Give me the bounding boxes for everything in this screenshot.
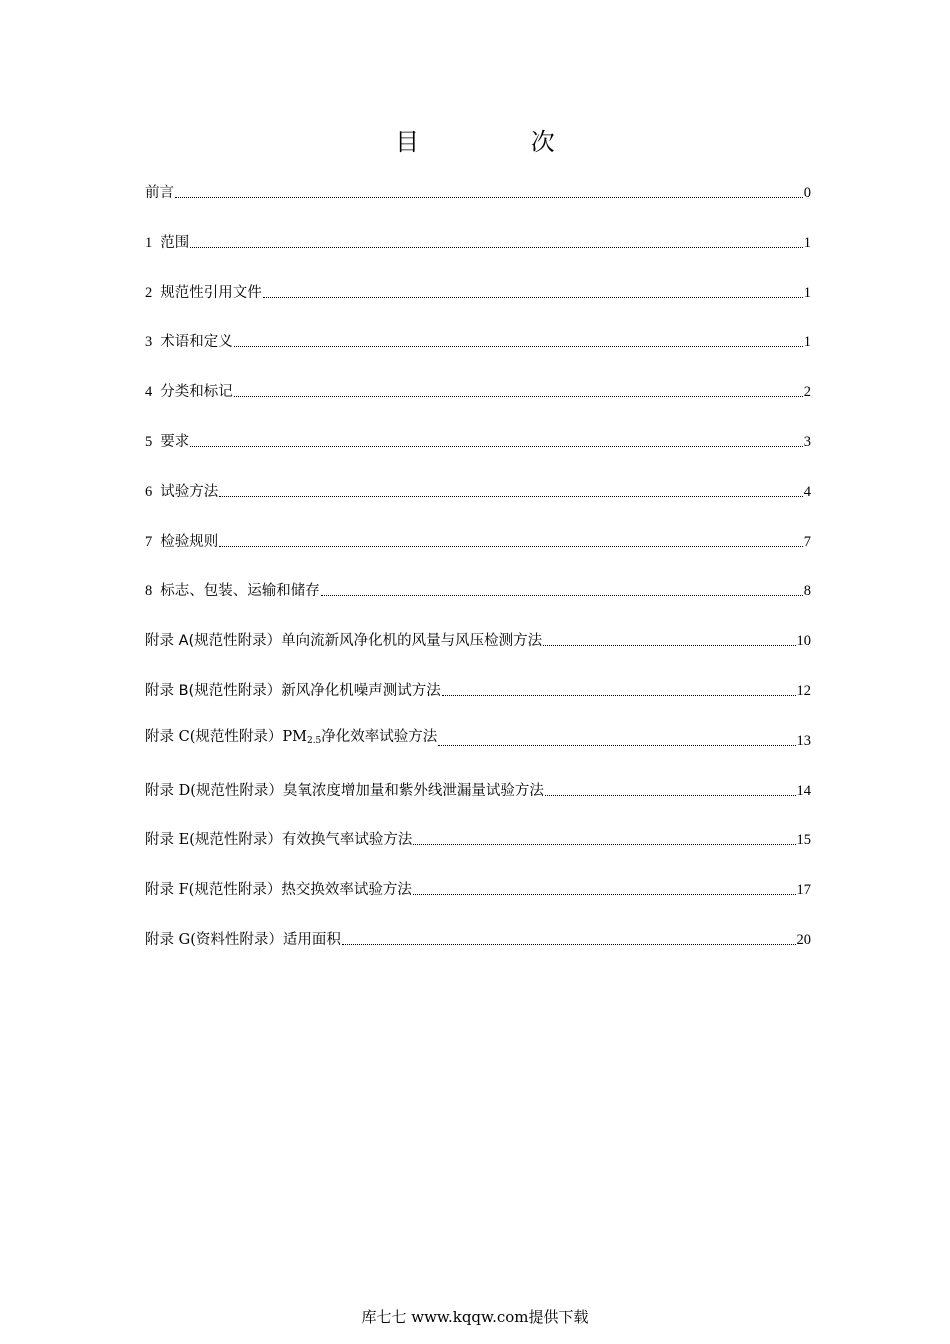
- toc-entry-text-tail: 净化效率试验方法: [321, 728, 438, 745]
- toc-entry-page-number: 15: [796, 832, 811, 849]
- toc-entry-label: [145, 183, 174, 203]
- toc-entry-number: 8: [145, 583, 153, 600]
- toc-entry-number: 3: [145, 334, 153, 351]
- dot-leader: [543, 645, 795, 646]
- toc-entry-label: [145, 681, 441, 701]
- toc-entry-label: [145, 283, 262, 303]
- toc-entry-text: 附录 F(规范性附录）热交换效率试验方法: [145, 882, 412, 899]
- toc-entry-label: [145, 781, 544, 801]
- dot-leader: [234, 346, 803, 347]
- toc-entry-text: 附录 C(规范性附录）PM: [145, 728, 307, 745]
- toc-entry-page-number: 12: [796, 683, 811, 699]
- footer-watermark: 库七七 www.kqqw.com提供下载: [361, 1308, 589, 1326]
- toc-entry-label: [145, 432, 189, 452]
- toc-entry-text: 附录 A(规范性附录）单向流新风净化机的风量与风压检测方法: [145, 633, 543, 650]
- dot-leader: [190, 446, 803, 447]
- toc-entry-text: 检验规则: [160, 533, 219, 550]
- dot-leader: [442, 695, 796, 696]
- dot-leader: [342, 944, 796, 945]
- toc-entry-label: [145, 532, 218, 552]
- dot-leader: [413, 844, 795, 845]
- toc-entry-text: 要求: [160, 434, 190, 450]
- toc-entry[interactable]: [145, 878, 811, 900]
- toc-entry[interactable]: [145, 679, 811, 701]
- toc-entry-page-number: 13: [796, 732, 811, 749]
- toc-entry-page-number: 0: [803, 185, 811, 201]
- dot-leader: [190, 247, 803, 248]
- toc-entry-page-number: 17: [796, 882, 811, 899]
- toc-entry-label: [145, 631, 542, 651]
- toc-entry[interactable]: [145, 828, 811, 850]
- toc-entry[interactable]: [145, 330, 811, 352]
- toc-entry-text: 附录 G(资料性附录）适用面积: [145, 932, 341, 948]
- toc-entry-text: 规范性引用文件: [160, 284, 262, 301]
- toc-entry[interactable]: [145, 480, 811, 502]
- toc-entry-label: [145, 727, 437, 751]
- toc-entry-text: 分类和标记: [160, 384, 233, 401]
- toc-entry-page-number: 1: [803, 284, 811, 301]
- toc-entry-label: [145, 581, 320, 601]
- toc-entry[interactable]: [145, 380, 811, 402]
- toc-entry-page-number: 1: [803, 234, 811, 251]
- dot-leader: [413, 894, 796, 895]
- toc-entry-label: [145, 382, 233, 402]
- toc-entry[interactable]: [145, 530, 811, 552]
- toc-entry-page-number: 4: [803, 483, 811, 500]
- dot-leader: [263, 297, 803, 298]
- toc-entry[interactable]: [145, 629, 811, 651]
- toc-entry-page-number: 3: [803, 434, 811, 450]
- toc-entry[interactable]: [145, 281, 811, 303]
- toc-entry[interactable]: [145, 729, 811, 751]
- toc-entry-text: 前言: [145, 185, 174, 201]
- toc-entry-page-number: 10: [796, 633, 811, 650]
- toc-entry-number: 6: [145, 483, 153, 500]
- toc-entry-page-number: 7: [803, 533, 811, 550]
- toc-entry-text: 附录 D(规范性附录）臭氧浓度增加量和紫外线泄漏量试验方法: [145, 782, 544, 799]
- toc-entry-label: [145, 332, 233, 352]
- dot-leader: [438, 745, 795, 746]
- toc-entry-number: 7: [145, 533, 153, 550]
- dot-leader: [219, 496, 803, 497]
- toc-entry-text: 附录 B(规范性附录）新风净化机噪声测试方法: [145, 683, 441, 699]
- dot-leader: [321, 595, 803, 596]
- toc-entry-label: [145, 930, 341, 950]
- toc-entry-label: [145, 830, 412, 850]
- toc-entry[interactable]: [145, 231, 811, 253]
- toc-entry-page-number: 8: [803, 583, 811, 600]
- toc-entry-number: 5: [145, 434, 153, 450]
- toc-entry[interactable]: [145, 430, 811, 452]
- dot-leader: [219, 546, 803, 547]
- dot-leader: [545, 795, 796, 796]
- toc-entry-label: [145, 482, 218, 502]
- toc-entry-subscript: 2.5: [306, 735, 322, 746]
- dot-leader: [234, 396, 803, 397]
- page-title: 目 次: [395, 128, 607, 156]
- toc-entry-label: [145, 880, 412, 900]
- toc-entry-text: 附录 E(规范性附录）有效换气率试验方法: [145, 832, 413, 849]
- toc-entry-page-number: 14: [796, 782, 811, 799]
- toc-entry-page-number: 1: [803, 334, 811, 351]
- toc-entry-page-number: 2: [803, 384, 811, 401]
- toc-entry[interactable]: [145, 779, 811, 801]
- toc-entry-text: 术语和定义: [160, 334, 233, 351]
- toc-entry-number: 1: [145, 234, 153, 251]
- toc-entry-text: 标志、包装、运输和储存: [160, 583, 320, 600]
- toc-entry[interactable]: [145, 579, 811, 601]
- toc-entry-text: 范围: [160, 234, 190, 251]
- toc-entry-label: [145, 233, 189, 253]
- toc-entry-number: 4: [145, 384, 153, 401]
- toc-entry-page-number: 20: [796, 932, 811, 948]
- dot-leader: [175, 197, 803, 198]
- toc-entry[interactable]: [145, 181, 811, 203]
- toc-entry[interactable]: [145, 928, 811, 950]
- toc-entry-text: 试验方法: [160, 483, 219, 500]
- toc-entry-number: 2: [145, 284, 153, 301]
